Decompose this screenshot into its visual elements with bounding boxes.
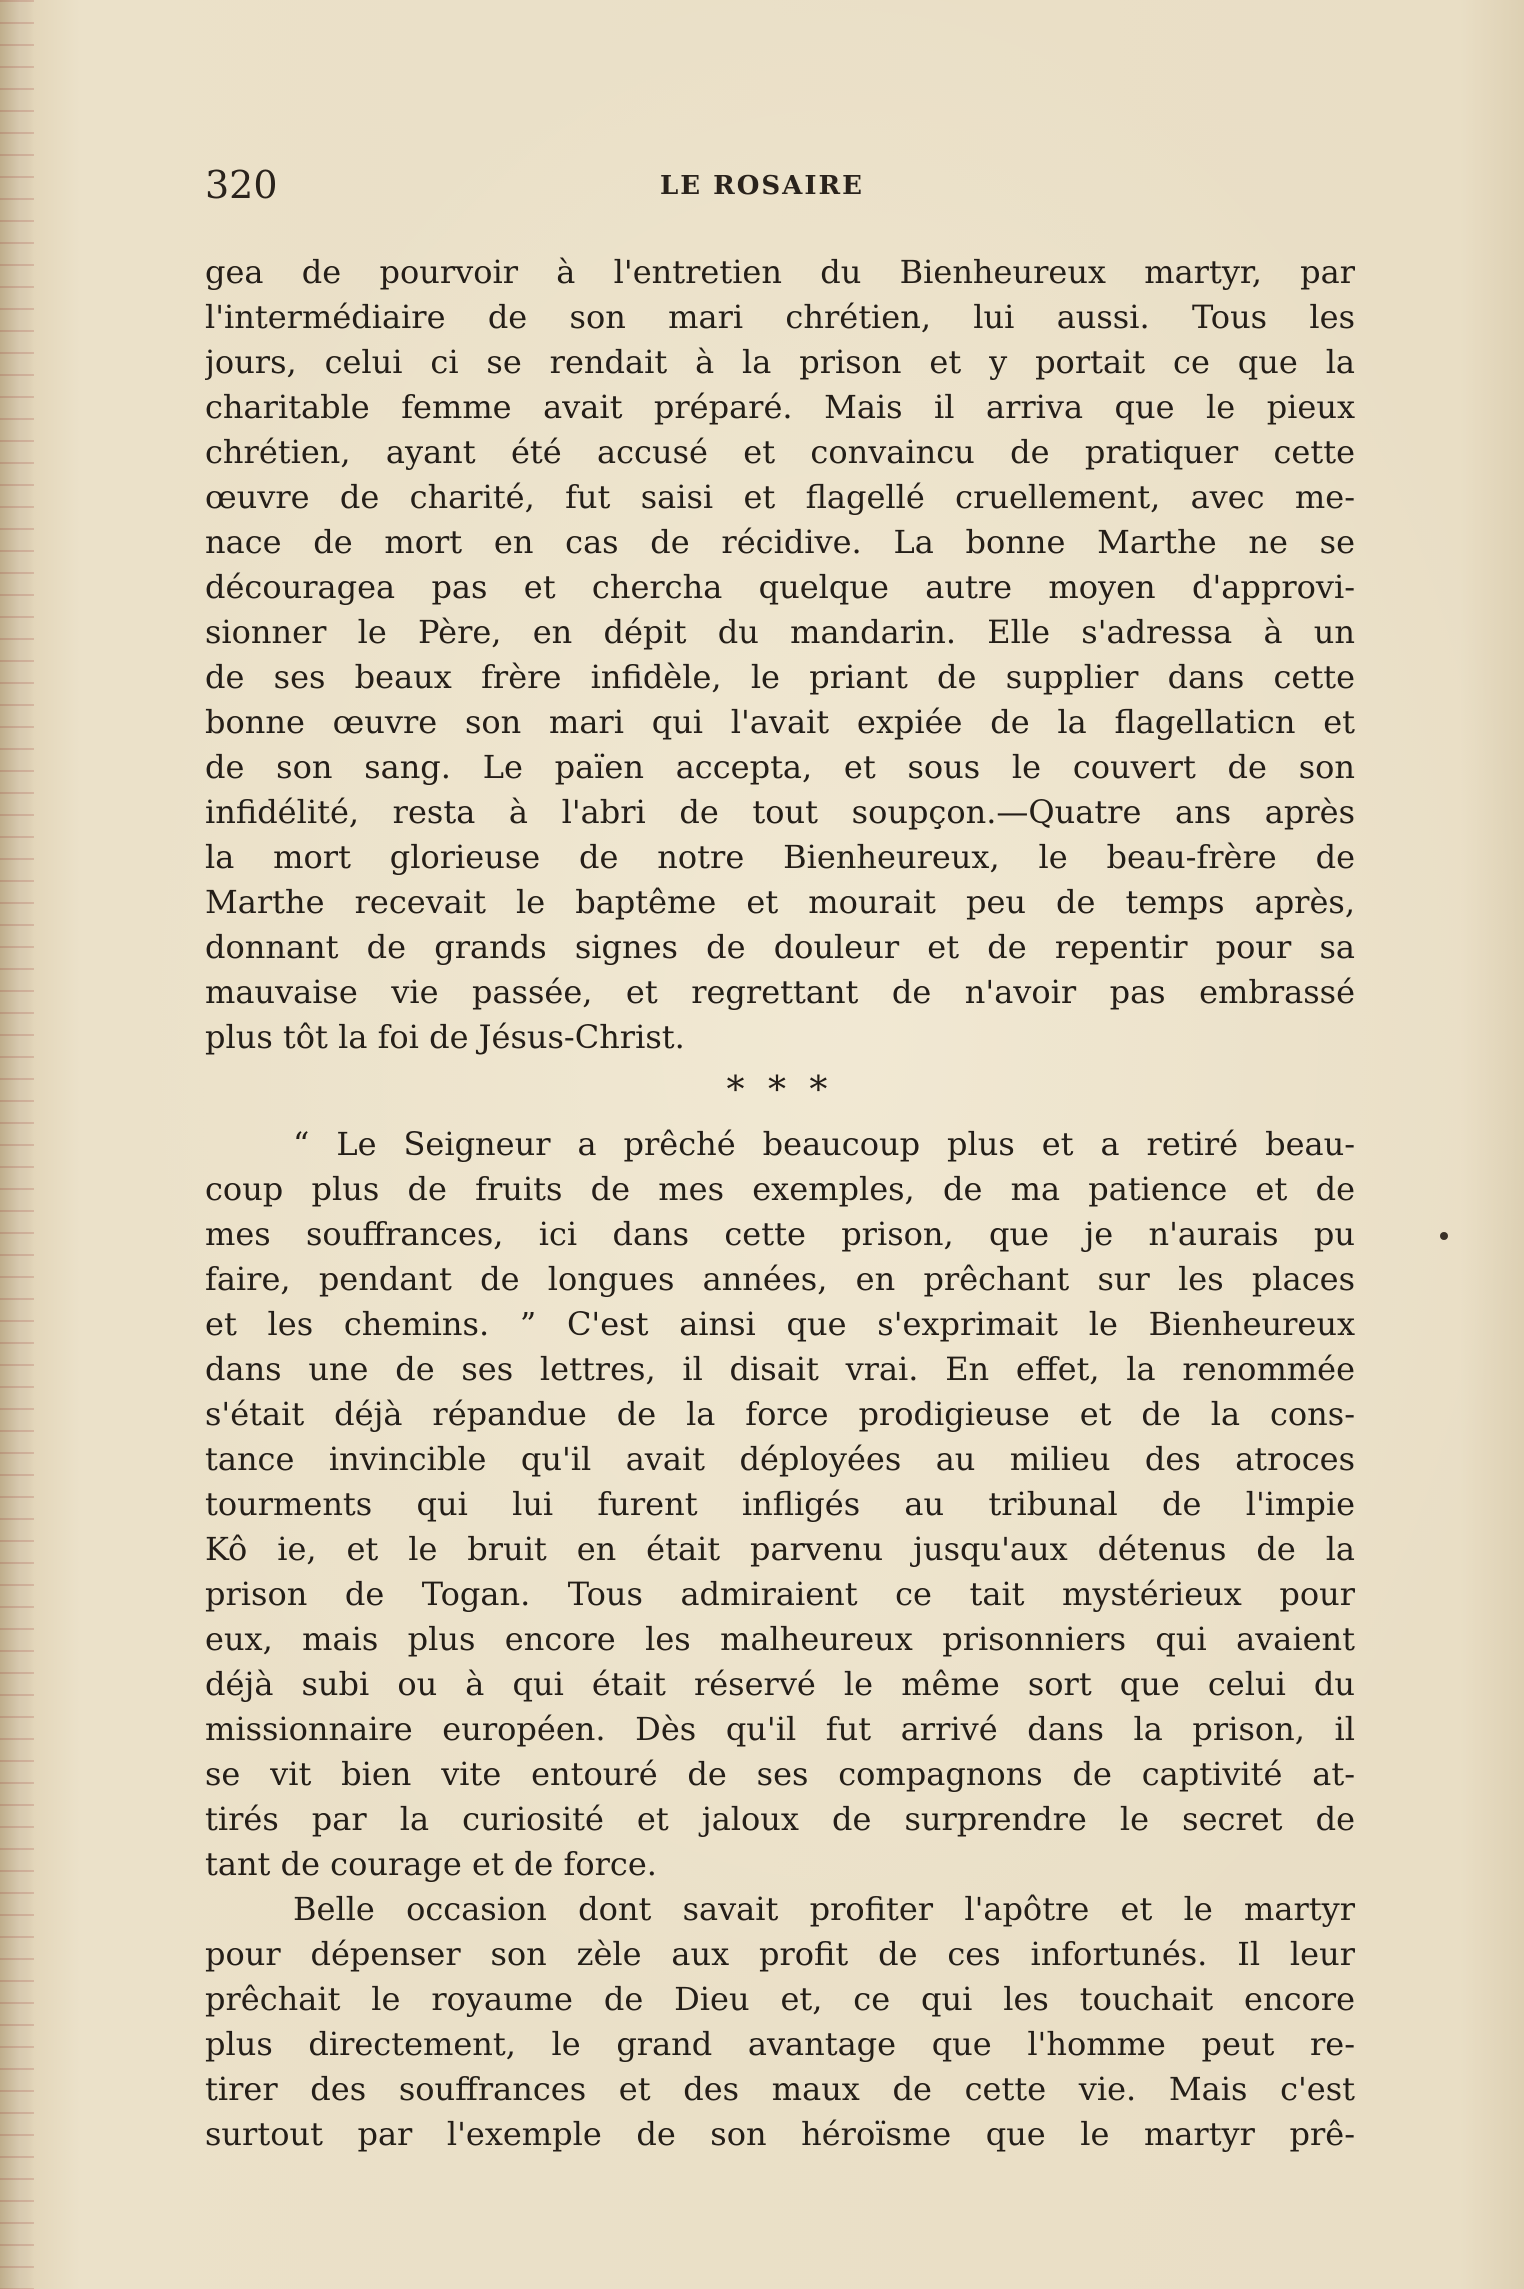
running-head <box>205 160 1360 210</box>
running-title: LE ROSAIRE <box>660 171 864 201</box>
text-line: charitable femme avait préparé. Mais il arriva que le pieux <box>205 388 1355 426</box>
text-line: faire, pendant de longues années, en prêchant sur les places <box>205 1260 1355 1298</box>
text-line: œuvre de charité, fut saisi et flagellé cruellement, avec me- <box>205 478 1355 516</box>
text-line: infidélité, resta à l'abri de tout soupçon.—Quatre ans après <box>205 793 1355 831</box>
text-line: jours, celui ci se rendait à la prison et y portait ce que la <box>205 343 1355 381</box>
text-line: la mort glorieuse de notre Bienheureux, le beau-frère de <box>205 838 1355 876</box>
text-line: bonne œuvre son mari qui l'avait expiée de la flagellaticn et <box>205 703 1355 741</box>
text-line: tirés par la curiosité et jaloux de surprendre le secret de <box>205 1800 1355 1838</box>
text-line: coup plus de fruits de mes exemples, de ma patience et de <box>205 1170 1355 1208</box>
text-line: de son sang. Le païen accepta, et sous le couvert de son <box>205 748 1355 786</box>
text-line: déjà subi ou à qui était réservé le même sort que celui du <box>205 1665 1355 1703</box>
paragraph-end-line: plus tôt la foi de Jésus-Christ. <box>205 1018 685 1056</box>
text-line: découragea pas et chercha quelque autre moyen d'approvi- <box>205 568 1355 606</box>
text-line: nace de mort en cas de récidive. La bonne Marthe ne se <box>205 523 1355 561</box>
text-line: prêchait le royaume de Dieu et, ce qui les touchait encore <box>205 1980 1355 2018</box>
page-number: 320 <box>205 163 278 207</box>
text-line: dans une de ses lettres, il disait vrai. En effet, la renommée <box>205 1350 1355 1388</box>
text-line: pour dépenser son zèle aux profit de ces infortunés. Il leur <box>205 1935 1355 1973</box>
text-line: Kô ie, et le bruit en était parvenu jusqu'aux détenus de la <box>205 1530 1355 1568</box>
text-line: chrétien, ayant été accusé et convaincu de pratiquer cette <box>205 433 1355 471</box>
paragraph-end-line: tant de courage et de force. <box>205 1845 657 1883</box>
text-line: plus directement, le grand avantage que l'homme peut re- <box>205 2025 1355 2063</box>
paragraph-first-line: “ Le Seigneur a prêché beaucoup plus et a retiré beau- <box>293 1125 1355 1163</box>
text-line: eux, mais plus encore les malheureux prisonniers qui avaient <box>205 1620 1355 1658</box>
text-line: mauvaise vie passée, et regrettant de n'avoir pas embrassé <box>205 973 1355 1011</box>
text-line: mes souffrances, ici dans cette prison, que je n'aurais pu <box>205 1215 1355 1253</box>
text-line: Marthe recevait le baptême et mourait peu de temps après, <box>205 883 1355 921</box>
text-line: gea de pourvoir à l'entretien du Bienheureux martyr, par <box>205 253 1355 291</box>
text-line: missionnaire européen. Dès qu'il fut arrivé dans la prison, il <box>205 1710 1355 1748</box>
text-line: et les chemins. ” C'est ainsi que s'exprimait le Bienheureux <box>205 1305 1355 1343</box>
body-text <box>205 250 1355 2157</box>
ink-speck <box>1440 1232 1448 1240</box>
text-line: tance invincible qu'il avait déployées au milieu des atroces <box>205 1440 1355 1478</box>
page-binding-edge <box>0 0 34 2289</box>
text-line: tirer des souffrances et des maux de cette vie. Mais c'est <box>205 2070 1355 2108</box>
text-line: se vit bien vite entouré de ses compagnons de captivité at- <box>205 1755 1355 1793</box>
text-line: surtout par l'exemple de son héroïsme que le martyr prê- <box>205 2115 1355 2153</box>
section-divider-asterism: * * * <box>726 1070 834 1111</box>
text-line: s'était déjà répandue de la force prodigieuse et de la cons- <box>205 1395 1355 1433</box>
text-line: de ses beaux frère infidèle, le priant de supplier dans cette <box>205 658 1355 696</box>
text-line: donnant de grands signes de douleur et de repentir pour sa <box>205 928 1355 966</box>
text-line: sionner le Père, en dépit du mandarin. Elle s'adressa à un <box>205 613 1355 651</box>
text-line: l'intermédiaire de son mari chrétien, lui aussi. Tous les <box>205 298 1355 336</box>
text-line: tourments qui lui furent infligés au tribunal de l'impie <box>205 1485 1355 1523</box>
paragraph-first-line: Belle occasion dont savait profiter l'apôtre et le martyr <box>293 1890 1355 1928</box>
text-line: prison de Togan. Tous admiraient ce tait mystérieux pour <box>205 1575 1355 1613</box>
